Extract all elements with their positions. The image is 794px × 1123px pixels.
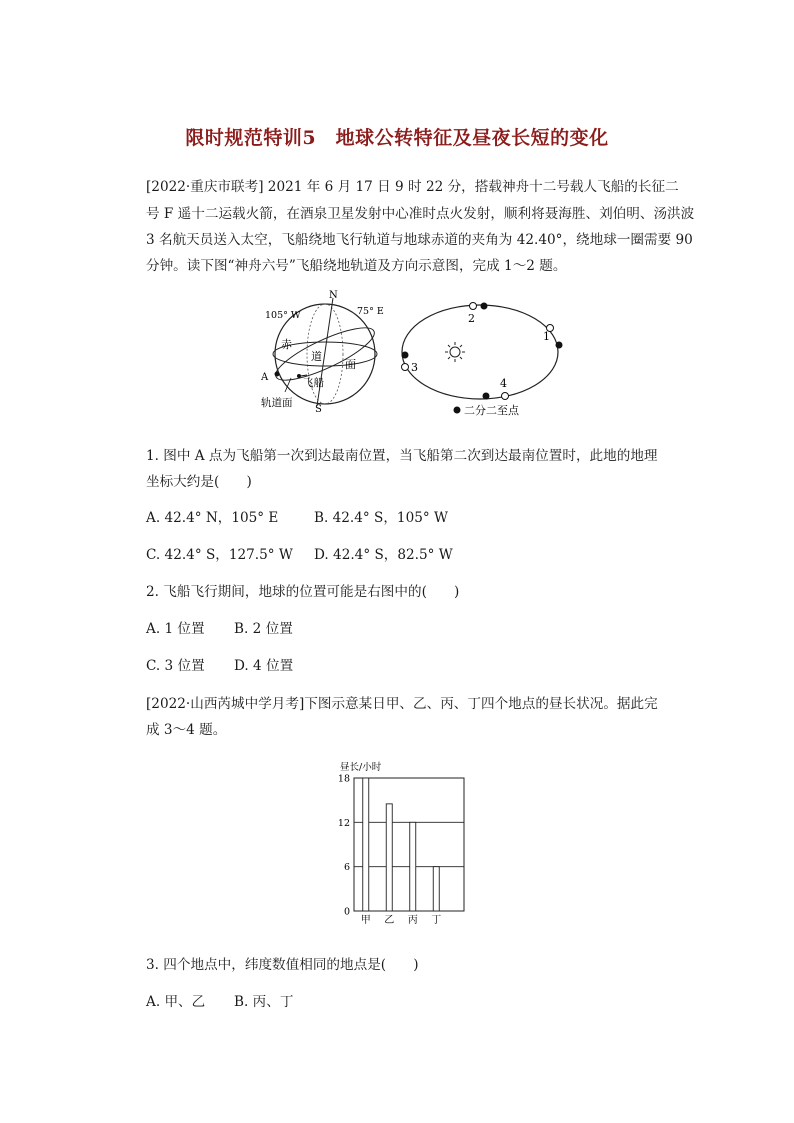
sun-icon <box>445 342 465 362</box>
y-tick-label-18: 18 <box>337 773 350 785</box>
position-3-marker <box>402 364 409 371</box>
label-mian: 面 <box>345 358 356 371</box>
x-tick-label-甲: 甲 <box>360 915 371 926</box>
label-ship: 飞船 <box>303 377 324 389</box>
position-2-marker <box>470 303 477 310</box>
globe-orbit-diagram <box>255 288 395 418</box>
label-pos4: 4 <box>500 377 507 390</box>
bar-丙 <box>410 822 416 911</box>
plot-frame <box>354 778 464 911</box>
intro2-line1: [2022·山西芮城中学月考]下图示意某日甲、乙、丙、丁四个地点的昼长状况。据此完 <box>146 696 658 712</box>
intro1-line4: 分钟。读下图“神舟六号”飞船绕地轨道及方向示意图，完成 1～2 题。 <box>146 258 567 274</box>
position-4-marker <box>502 393 509 400</box>
label-n: N <box>329 290 338 301</box>
q3-option-b: B. 丙、丁 <box>234 994 294 1010</box>
q1-option-b: B. 42.4° S，105° W <box>314 510 448 526</box>
q2-option-a: A. 1 位置 <box>146 621 205 637</box>
q2-option-d: D. 4 位置 <box>234 658 294 674</box>
intro1-line2: 号 F 遥十二运载火箭，在酒泉卫星发射中心准时点火发射，顺利将聂海胜、刘伯明、汤洪波 <box>146 206 695 222</box>
label-dao: 道 <box>311 350 322 363</box>
x-tick-label-丙: 丙 <box>407 915 418 926</box>
intro1-line3: 3 名航天员送入太空，飞船绕地飞行轨道与地球赤道的夹角为 42.40°，绕地球一圈需要 90 <box>146 232 693 248</box>
q3-stem: 3. 四个地点中，纬度数值相同的地点是( ) <box>146 957 419 973</box>
ship-dot <box>297 374 301 378</box>
earth-revolution-diagram <box>393 296 573 420</box>
bar-丁 <box>433 867 439 911</box>
q2-stem: 2. 飞船飞行期间，地球的位置可能是右图中的( ) <box>146 584 460 600</box>
solstice-marker-bottom <box>483 393 490 400</box>
q1-option-d: D. 42.4° S，82.5° W <box>314 547 453 563</box>
page-title: 限时规范特训5 地球公转特征及昼夜长短的变化 <box>185 127 609 149</box>
q2-option-c: C. 3 位置 <box>146 658 205 674</box>
solstice-marker-left <box>402 352 409 359</box>
revolution-orbit <box>402 305 558 399</box>
q1-option-c: C. 42.4° S，127.5° W <box>146 547 293 563</box>
legend-label: 二分二至点 <box>464 404 519 417</box>
intro1-line1: [2022·重庆市联考] 2021 年 6 月 17 日 9 时 22 分，搭载神舟十二号载人飞船的长征二 <box>146 179 679 195</box>
label-105w: 105° W <box>265 310 301 321</box>
q1-stem-line2: 坐标大约是( ) <box>146 474 252 490</box>
label-orbit: 轨道面 <box>261 397 293 409</box>
solstice-marker-top <box>481 303 488 310</box>
y-tick-label-12: 12 <box>337 817 350 829</box>
x-tick-label-丁: 丁 <box>431 915 442 926</box>
q1-option-a: A. 42.4° N，105° E <box>146 510 279 526</box>
label-a: A <box>261 372 269 383</box>
y-axis-label: 昼长/小时 <box>340 762 382 773</box>
bar-甲 <box>363 778 369 911</box>
day-length-bar-chart <box>330 756 490 928</box>
y-tick-label-0: 0 <box>343 906 350 918</box>
label-pos3: 3 <box>411 361 418 374</box>
label-s: S <box>315 404 322 415</box>
q2-option-b: B. 2 位置 <box>234 621 293 637</box>
label-75e: 75° E <box>357 306 384 317</box>
point-a-dot <box>275 372 280 377</box>
label-chi: 赤 <box>281 338 292 351</box>
bar-乙 <box>386 804 392 911</box>
intro2-line2: 成 3～4 题。 <box>146 722 227 738</box>
q3-option-a: A. 甲、乙 <box>146 994 206 1010</box>
solstice-marker-right <box>556 342 563 349</box>
label-pos2: 2 <box>468 312 475 325</box>
label-pos1: 1 <box>543 330 550 343</box>
y-tick-label-6: 6 <box>343 862 350 874</box>
legend-marker <box>454 407 461 414</box>
q1-stem-line1: 1. 图中 A 点为飞船第一次到达最南位置，当飞船第二次到达最南位置时，此地的地理 <box>146 448 658 464</box>
x-tick-label-乙: 乙 <box>384 915 395 926</box>
